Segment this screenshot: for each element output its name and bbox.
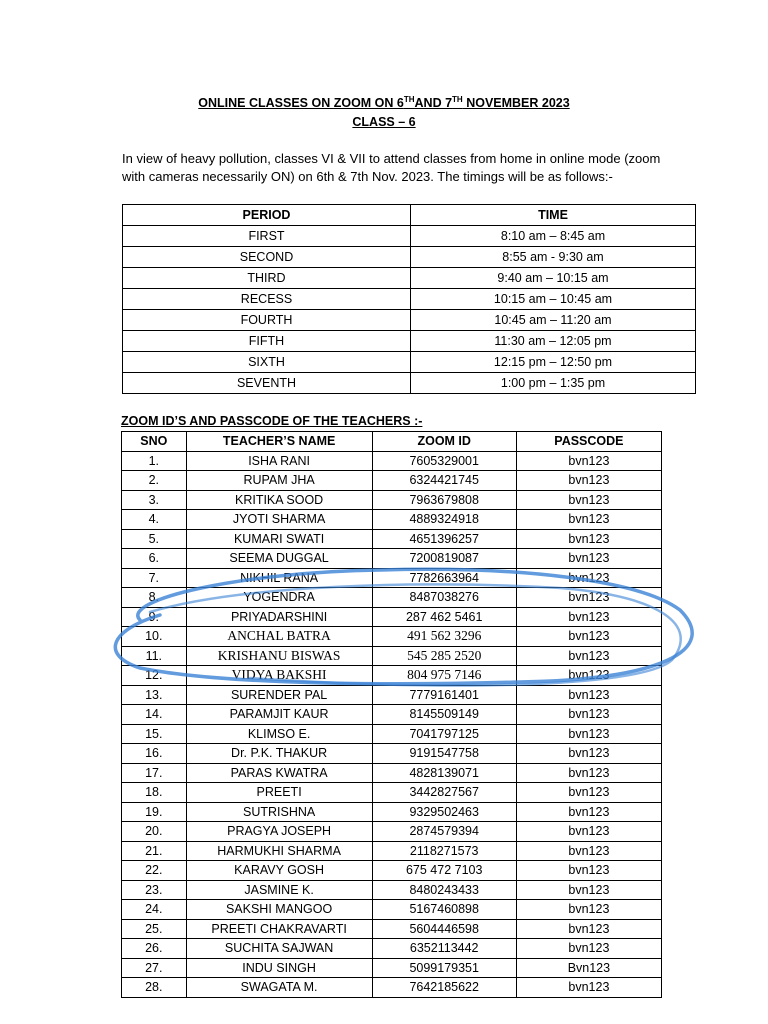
passcode: bvn123 [516, 919, 661, 939]
table-row [122, 919, 662, 939]
table-row [122, 627, 662, 647]
period-row [123, 226, 696, 247]
zoom-id: 9191547758 [372, 744, 516, 764]
passcode: bvn123 [516, 627, 661, 647]
table-row [122, 841, 662, 861]
teacher-name: KLIMSO E. [186, 724, 372, 744]
table-row [122, 978, 662, 998]
period-time: 9:40 am – 10:15 am [411, 268, 696, 289]
zoom-id: 7642185622 [372, 978, 516, 998]
sno: 6. [122, 549, 187, 569]
table-row [122, 607, 662, 627]
table-row [122, 549, 662, 569]
zoom-id: 8487038276 [372, 588, 516, 608]
table-row [122, 861, 662, 881]
sno: 26. [122, 939, 187, 959]
teacher-name: PRAGYA JOSEPH [186, 822, 372, 842]
period-row [123, 247, 696, 268]
table-row [122, 900, 662, 920]
zoom-id-header: ZOOM ID [372, 432, 516, 452]
teacher-name: Dr. P.K. THAKUR [186, 744, 372, 764]
passcode: bvn123 [516, 861, 661, 881]
zoom-id: 2118271573 [372, 841, 516, 861]
teacher-name: KRISHANU BISWAS [186, 646, 372, 666]
teacher-name-header: TEACHER’S NAME [186, 432, 372, 452]
sno: 4. [122, 510, 187, 530]
period-time: 10:15 am – 10:45 am [411, 289, 696, 310]
zoom-id: 6352113442 [372, 939, 516, 959]
sno: 25. [122, 919, 187, 939]
zoom-id: 7041797125 [372, 724, 516, 744]
passcode: bvn123 [516, 490, 661, 510]
teacher-name: HARMUKHI SHARMA [186, 841, 372, 861]
table-row [122, 588, 662, 608]
zoom-id: 8480243433 [372, 880, 516, 900]
sno: 15. [122, 724, 187, 744]
table-row [122, 880, 662, 900]
sno: 8. [122, 588, 187, 608]
teacher-name: PREETI CHAKRAVARTI [186, 919, 372, 939]
teacher-name: PRIYADARSHINI [186, 607, 372, 627]
table-row [122, 471, 662, 491]
table-row [122, 822, 662, 842]
passcode: bvn123 [516, 744, 661, 764]
table-row [122, 802, 662, 822]
table-row [122, 666, 662, 686]
teacher-name: KRITIKA SOOD [186, 490, 372, 510]
table-row [122, 939, 662, 959]
class-subtitle: CLASS – 6 [352, 115, 416, 129]
table-row [122, 958, 662, 978]
table-row [122, 724, 662, 744]
sno: 22. [122, 861, 187, 881]
sno: 20. [122, 822, 187, 842]
passcode: bvn123 [516, 510, 661, 530]
sno: 14. [122, 705, 187, 725]
intro-paragraph: In view of heavy pollution, classes VI & VII to attend classes from home in online mode (zoom with cameras necessarily ON) on 6th & 7th Nov. 2023. The timings will be as follows:- [122, 151, 661, 184]
period-name: FIRST [123, 226, 411, 247]
zoom-id: 7963679808 [372, 490, 516, 510]
teacher-name: SAKSHI MANGOO [186, 900, 372, 920]
passcode: bvn123 [516, 646, 661, 666]
period-name: RECESS [123, 289, 411, 310]
teacher-name: KUMARI SWATI [186, 529, 372, 549]
sno: 23. [122, 880, 187, 900]
teacher-name: ANCHAL BATRA [186, 627, 372, 647]
table-row [122, 529, 662, 549]
passcode: bvn123 [516, 529, 661, 549]
table-row [122, 510, 662, 530]
teacher-name: NIKHIL RANA [186, 568, 372, 588]
zoom-id: 7200819087 [372, 549, 516, 569]
teacher-name: KARAVY GOSH [186, 861, 372, 881]
teacher-name: ISHA RANI [186, 451, 372, 471]
teacher-name: YOGENDRA [186, 588, 372, 608]
passcode: bvn123 [516, 471, 661, 491]
zoom-id: 9329502463 [372, 802, 516, 822]
period-row [123, 268, 696, 289]
passcode: bvn123 [516, 724, 661, 744]
period-time: 12:15 pm – 12:50 pm [411, 352, 696, 373]
passcode: bvn123 [516, 588, 661, 608]
passcode: bvn123 [516, 568, 661, 588]
sno: 1. [122, 451, 187, 471]
zoom-id: 4828139071 [372, 763, 516, 783]
passcode: bvn123 [516, 802, 661, 822]
period-name: SECOND [123, 247, 411, 268]
passcode: bvn123 [516, 822, 661, 842]
passcode: bvn123 [516, 841, 661, 861]
table-row [122, 568, 662, 588]
sno: 28. [122, 978, 187, 998]
zoom-id: 491 562 3296 [372, 627, 516, 647]
passcode: bvn123 [516, 685, 661, 705]
passcode-header: PASSCODE [516, 432, 661, 452]
table-row [122, 705, 662, 725]
table-row [122, 744, 662, 764]
passcode: bvn123 [516, 549, 661, 569]
passcode: bvn123 [516, 978, 661, 998]
zoom-id: 7782663964 [372, 568, 516, 588]
teacher-name: PREETI [186, 783, 372, 803]
sno: 27. [122, 958, 187, 978]
period-row [123, 352, 696, 373]
zoom-id: 287 462 5461 [372, 607, 516, 627]
teacher-name: PARAS KWATRA [186, 763, 372, 783]
period-name: THIRD [123, 268, 411, 289]
sno: 19. [122, 802, 187, 822]
passcode: bvn123 [516, 939, 661, 959]
table-row [122, 451, 662, 471]
period-time: 1:00 pm – 1:35 pm [411, 373, 696, 394]
sno: 13. [122, 685, 187, 705]
period-name: FOURTH [123, 310, 411, 331]
zoom-id: 3442827567 [372, 783, 516, 803]
sno: 2. [122, 471, 187, 491]
zoom-heading: ZOOM ID’S AND PASSCODE OF THE TEACHERS :- [121, 414, 423, 428]
period-time: 10:45 am – 11:20 am [411, 310, 696, 331]
period-name: FIFTH [123, 331, 411, 352]
sno: 5. [122, 529, 187, 549]
period-name: SIXTH [123, 352, 411, 373]
passcode: bvn123 [516, 880, 661, 900]
zoom-id: 5167460898 [372, 900, 516, 920]
period-name: SEVENTH [123, 373, 411, 394]
zoom-id: 804 975 7146 [372, 666, 516, 686]
passcode: bvn123 [516, 451, 661, 471]
sno: 3. [122, 490, 187, 510]
zoom-id: 4889324918 [372, 510, 516, 530]
period-time: 11:30 am – 12:05 pm [411, 331, 696, 352]
sno: 17. [122, 763, 187, 783]
zoom-id: 545 285 2520 [372, 646, 516, 666]
period-time: 8:10 am – 8:45 am [411, 226, 696, 247]
zoom-id: 7605329001 [372, 451, 516, 471]
period-row [123, 310, 696, 331]
teacher-name: INDU SINGH [186, 958, 372, 978]
table-row [122, 763, 662, 783]
period-header: PERIOD [123, 205, 411, 226]
page-title: ONLINE CLASSES ON ZOOM ON 6THAND 7TH NOVEMBER 2023 [198, 95, 570, 111]
period-time: 8:55 am - 9:30 am [411, 247, 696, 268]
zoom-id: 7779161401 [372, 685, 516, 705]
teacher-name: VIDYA BAKSHI [186, 666, 372, 686]
passcode: bvn123 [516, 607, 661, 627]
zoom-id: 8145509149 [372, 705, 516, 725]
teacher-name: SURENDER PAL [186, 685, 372, 705]
table-row [122, 490, 662, 510]
period-header-row [123, 205, 696, 226]
sno: 7. [122, 568, 187, 588]
period-table [122, 204, 696, 394]
passcode: bvn123 [516, 783, 661, 803]
teacher-name: RUPAM JHA [186, 471, 372, 491]
table-row [122, 646, 662, 666]
zoom-id: 4651396257 [372, 529, 516, 549]
table-row [122, 685, 662, 705]
table-row [122, 783, 662, 803]
sno: 16. [122, 744, 187, 764]
teacher-name: SEEMA DUGGAL [186, 549, 372, 569]
period-row [123, 373, 696, 394]
passcode: bvn123 [516, 900, 661, 920]
sno: 18. [122, 783, 187, 803]
passcode: bvn123 [516, 666, 661, 686]
zoom-id: 2874579394 [372, 822, 516, 842]
period-row [123, 331, 696, 352]
period-row [123, 289, 696, 310]
zoom-header-row [122, 432, 662, 452]
time-header: TIME [411, 205, 696, 226]
zoom-id: 675 472 7103 [372, 861, 516, 881]
teacher-name: JASMINE K. [186, 880, 372, 900]
sno: 24. [122, 900, 187, 920]
sno: 9. [122, 607, 187, 627]
zoom-id: 5099179351 [372, 958, 516, 978]
passcode: Bvn123 [516, 958, 661, 978]
zoom-id: 5604446598 [372, 919, 516, 939]
teacher-name: SUTRISHNA [186, 802, 372, 822]
teacher-name: SUCHITA SAJWAN [186, 939, 372, 959]
zoom-table [121, 431, 662, 998]
teacher-name: PARAMJIT KAUR [186, 705, 372, 725]
sno: 10. [122, 627, 187, 647]
teacher-name: JYOTI SHARMA [186, 510, 372, 530]
sno: 12. [122, 666, 187, 686]
zoom-id: 6324421745 [372, 471, 516, 491]
passcode: bvn123 [516, 705, 661, 725]
passcode: bvn123 [516, 763, 661, 783]
sno-header: SNO [122, 432, 187, 452]
sno: 11. [122, 646, 187, 666]
sno: 21. [122, 841, 187, 861]
teacher-name: SWAGATA M. [186, 978, 372, 998]
